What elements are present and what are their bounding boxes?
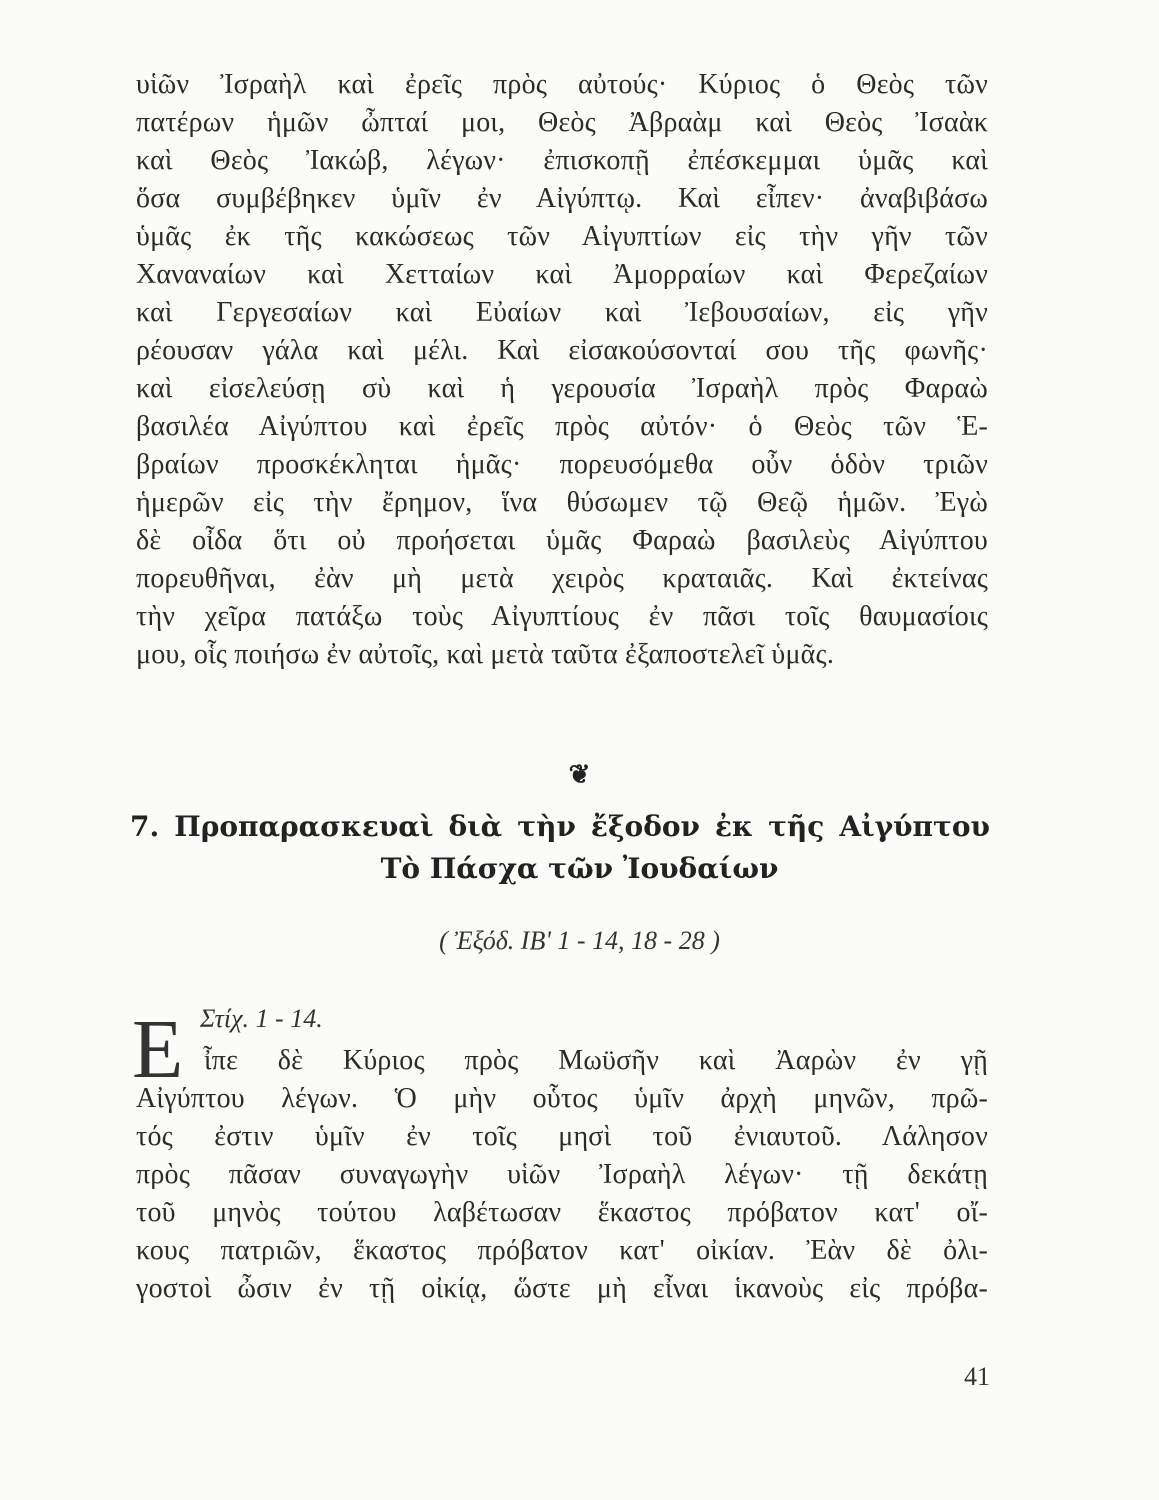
text-line: υἱῶν Ἰσραὴλ καὶ ἐρεῖς πρὸς αὐτούς· Κύριος ὁ Θεὸς τῶν (136, 69, 988, 100)
text-line: βραίων προσκέκληται ἡμᾶς· πορευσόμεθα οὖν ὁδὸν τριῶν (136, 449, 988, 480)
text-line: τοῦ μηνὸς τούτου λαβέτωσαν ἕκαστος πρόβατον κατ' οἴ- (136, 1197, 988, 1228)
section-subheading: Τὸ Πάσχα τῶν Ἰουδαίων (380, 852, 779, 885)
page-number: 41 (964, 1362, 990, 1391)
text-line: Αἰγύπτου λέγων. Ὁ μὴν οὗτος ὑμῖν ἀρχὴ μηνῶν, πρῶ- (136, 1083, 988, 1114)
text-line: καὶ Γεργεσαίων καὶ Εὐαίων καὶ Ἰεβουσαίων, εἰς γῆν (136, 297, 988, 328)
text-line: ὅσα συμβέβηκεν ὑμῖν ἐν Αἰγύπτῳ. Καὶ εἶπεν· ἀναβιβάσω (136, 183, 988, 214)
text-line: καὶ Θεὸς Ἰακώβ, λέγων· ἐπισκοπῇ ἐπέσκεμμαι ὑμᾶς καὶ (136, 145, 988, 176)
text-line: κους πατριῶν, ἕκαστος πρόβατον κατ' οἰκίαν. Ἐὰν δὲ ὀλι- (136, 1235, 988, 1266)
text-line: ἶπε δὲ Κύριος πρὸς Μωϋσῆν καὶ Ἀαρὼν ἐν γῇ (204, 1045, 988, 1076)
text-line: δὲ οἶδα ὅτι οὐ προήσεται ὑμᾶς Φαραὼ βασιλεὺς Αἰγύπτου (136, 525, 988, 556)
paragraph-exodus-12 (136, 1042, 988, 1308)
paragraph-exodus-3 (136, 66, 988, 674)
text-line: τὴν χεῖρα πατάξω τοὺς Αἰγυπτίους ἐν πᾶσι τοῖς θαυμασίοις (136, 601, 988, 632)
text-line: ἡμερῶν εἰς τὴν ἔρημον, ἵνα θύσωμεν τῷ Θεῷ ἡμῶν. Ἐγὼ (136, 487, 988, 518)
text-line: ὑμᾶς ἐκ τῆς κακώσεως τῶν Αἰγυπτίων εἰς τὴν γῆν τῶν (136, 221, 988, 252)
text-line: καὶ εἰσελεύσῃ σὺ καὶ ἡ γερουσία Ἰσραὴλ πρὸς Φαραὼ (136, 373, 988, 404)
scripture-reference: ( Ἐξόδ. ΙΒ' 1 - 14, 18 - 28 ) (439, 926, 720, 955)
text-line: πορευθῆναι, ἐὰν μὴ μετὰ χειρὸς κραταιᾶς. Καὶ ἐκτείνας (136, 563, 988, 594)
text-line: βασιλέα Αἰγύπτου καὶ ἐρεῖς πρὸς αὐτόν· ὁ Θεὸς τῶν Ἑ- (136, 411, 988, 442)
text-line: πατέρων ἡμῶν ὦπταί μοι, Θεὸς Ἀβραὰμ καὶ Θεὸς Ἰσαὰκ (136, 107, 988, 138)
text-line: Χαναναίων καὶ Χετταίων καὶ Ἀμορραίων καὶ Φερεζαίων (136, 259, 988, 290)
text-line: πρὸς πᾶσαν συναγωγὴν υἱῶν Ἰσραὴλ λέγων· τῇ δεκάτῃ (136, 1159, 988, 1190)
text-line: ρέουσαν γάλα καὶ μέλι. Καὶ εἰσακούσονταί σου τῆς φωνῆς· (136, 335, 988, 366)
section-heading: 7. Προπαρασκευαὶ διὰ τὴν ἔξοδον ἐκ τῆς Αἰγύπτου (130, 810, 990, 843)
verse-label: Στίχ. 1 - 14. (200, 1004, 323, 1033)
text-line: μου, οἷς ποιήσω ἐν αὐτοῖς, καὶ μετὰ ταῦτα ἐξαποστελεῖ ὑμᾶς. (136, 639, 835, 670)
text-line: γοστοὶ ὦσιν ἐν τῇ οἰκίᾳ, ὥστε μὴ εἶναι ἱκανοὺς εἰς πρόβα- (136, 1273, 988, 1304)
text-line: τός ἐστιν ὑμῖν ἐν τοῖς μησὶ τοῦ ἐνιαυτοῦ. Λάλησον (136, 1121, 988, 1152)
ornament-icon: ❦ (568, 760, 591, 790)
drop-cap: Ε (132, 1003, 184, 1096)
